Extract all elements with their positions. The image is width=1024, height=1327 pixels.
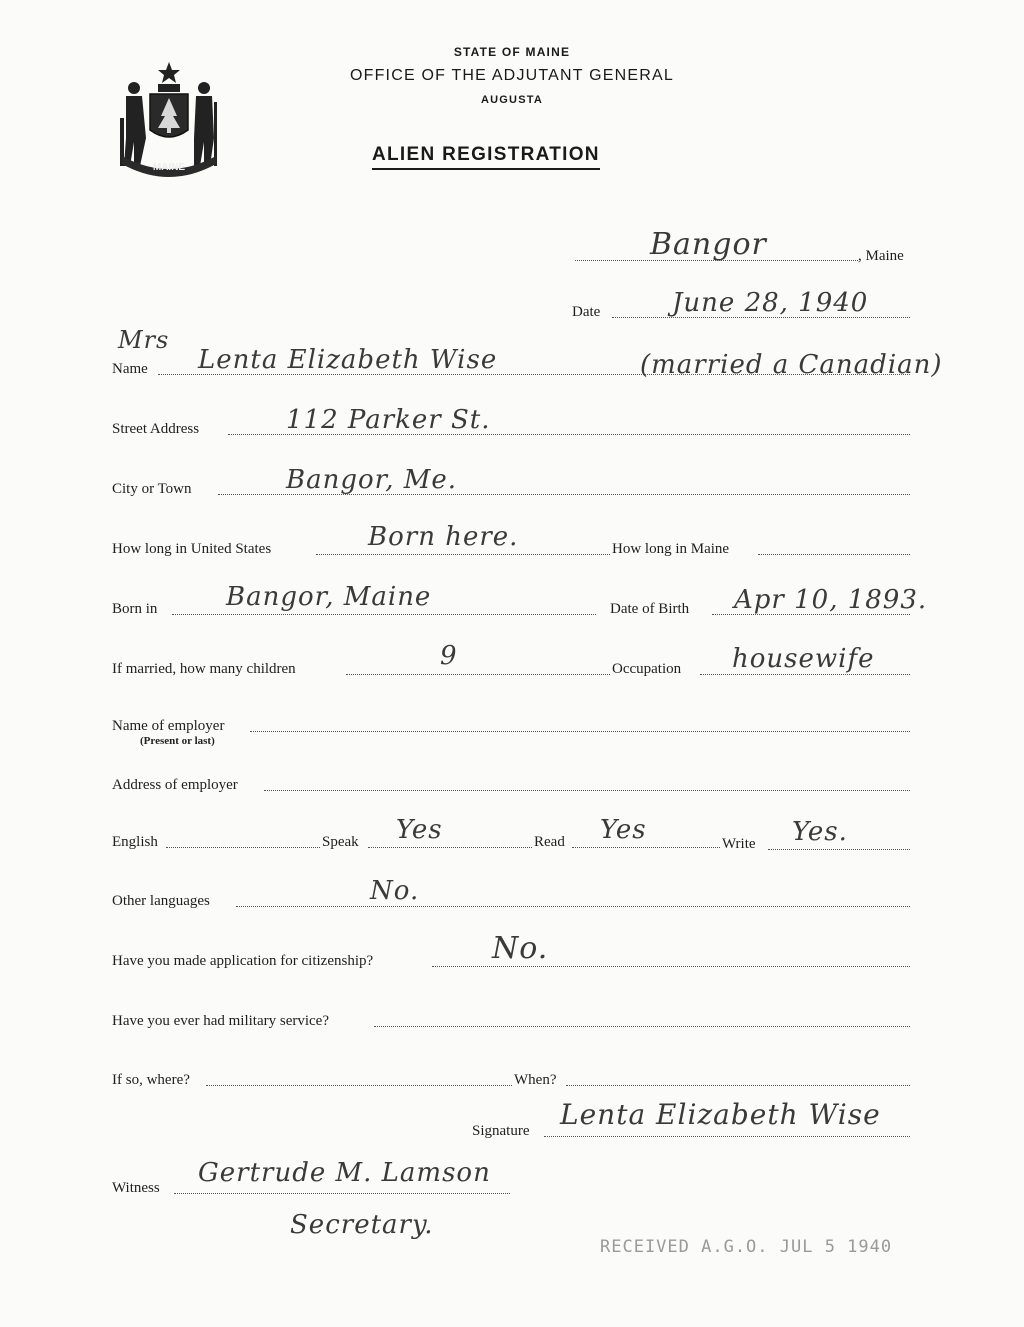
write-line <box>768 849 910 850</box>
other-languages-entry: No. <box>370 876 420 906</box>
seal-banner-text: MAINE <box>152 162 186 173</box>
name-label: Name <box>112 361 148 377</box>
read-line <box>572 847 720 848</box>
how-long-maine-label: How long in Maine <box>612 541 730 557</box>
occupation-line <box>700 674 910 675</box>
city-entry: Bangor, Me. <box>286 465 458 495</box>
military-line <box>374 1026 910 1027</box>
signature-line <box>544 1136 910 1137</box>
how-long-maine-line <box>758 554 910 555</box>
born-in-label: Born in <box>112 601 158 617</box>
how-long-us-entry: Born here. <box>368 522 519 552</box>
signature-label: Signature <box>472 1123 530 1139</box>
witness-title-entry: Secretary. <box>290 1210 434 1240</box>
born-in-entry: Bangor, Maine <box>226 582 432 612</box>
speak-entry: Yes <box>396 815 443 845</box>
witness-entry: Gertrude M. Lamson <box>198 1158 491 1188</box>
signature-entry: Lenta Elizabeth Wise <box>560 1098 881 1131</box>
state-heading: STATE OF MAINE <box>453 45 571 59</box>
street-address-entry: 112 Parker St. <box>286 405 491 435</box>
employer-address-line <box>264 790 910 791</box>
name-prefix-entry: Mrs <box>118 326 170 354</box>
speak-line <box>368 847 532 848</box>
date-of-birth-entry: Apr 10, 1893. <box>734 585 928 615</box>
children-label: If married, how many children <box>112 661 296 677</box>
if-so-where-label: If so, where? <box>112 1072 190 1088</box>
citizenship-entry: No. <box>492 931 549 966</box>
occupation-label: Occupation <box>612 661 682 677</box>
children-entry: 9 <box>440 641 458 671</box>
employer-address-label: Address of employer <box>112 777 238 793</box>
read-entry: Yes <box>600 815 647 845</box>
if-so-where-line <box>206 1085 512 1086</box>
form-title: ALIEN REGISTRATION <box>372 144 600 170</box>
street-address-label: Street Address <box>112 421 200 437</box>
employer-name-sublabel: (Present or last) <box>140 735 215 747</box>
read-label: Read <box>534 834 565 850</box>
english-line <box>166 847 320 848</box>
employer-name-line <box>250 731 910 732</box>
english-label: English <box>112 834 158 850</box>
how-long-us-line <box>316 554 610 555</box>
write-entry: Yes. <box>792 817 848 847</box>
citizenship-line <box>432 966 910 967</box>
children-line <box>346 674 610 675</box>
place-suffix-label: , Maine <box>858 248 904 264</box>
when-label: When? <box>514 1072 557 1088</box>
other-languages-label: Other languages <box>112 893 210 909</box>
witness-line <box>174 1193 510 1194</box>
military-label: Have you ever had military service? <box>112 1013 329 1029</box>
place-entry: Bangor <box>650 227 767 262</box>
office-heading: OFFICE OF THE ADJUTANT GENERAL <box>349 67 675 84</box>
occupation-entry: housewife <box>732 644 875 674</box>
how-long-us-label: How long in United States <box>112 541 272 557</box>
city-heading: AUGUSTA <box>481 94 543 106</box>
write-label: Write <box>722 836 756 852</box>
witness-label: Witness <box>112 1180 160 1196</box>
when-line <box>566 1085 910 1086</box>
date-label: Date <box>572 304 601 320</box>
received-stamp: RECEIVED A.G.O. JUL 5 1940 <box>600 1237 893 1257</box>
date-entry: June 28, 1940 <box>672 288 869 318</box>
citizenship-label: Have you made application for citizenship? <box>112 953 374 969</box>
born-in-line <box>172 614 596 615</box>
employer-name-label: Name of employer <box>112 718 225 734</box>
name-entry: Lenta Elizabeth Wise <box>198 345 498 375</box>
speak-label: Speak <box>322 834 359 850</box>
name-note-entry: (married a Canadian) <box>640 350 943 380</box>
city-label: City or Town <box>112 481 192 497</box>
other-languages-line <box>236 906 910 907</box>
date-of-birth-label: Date of Birth <box>610 601 690 617</box>
